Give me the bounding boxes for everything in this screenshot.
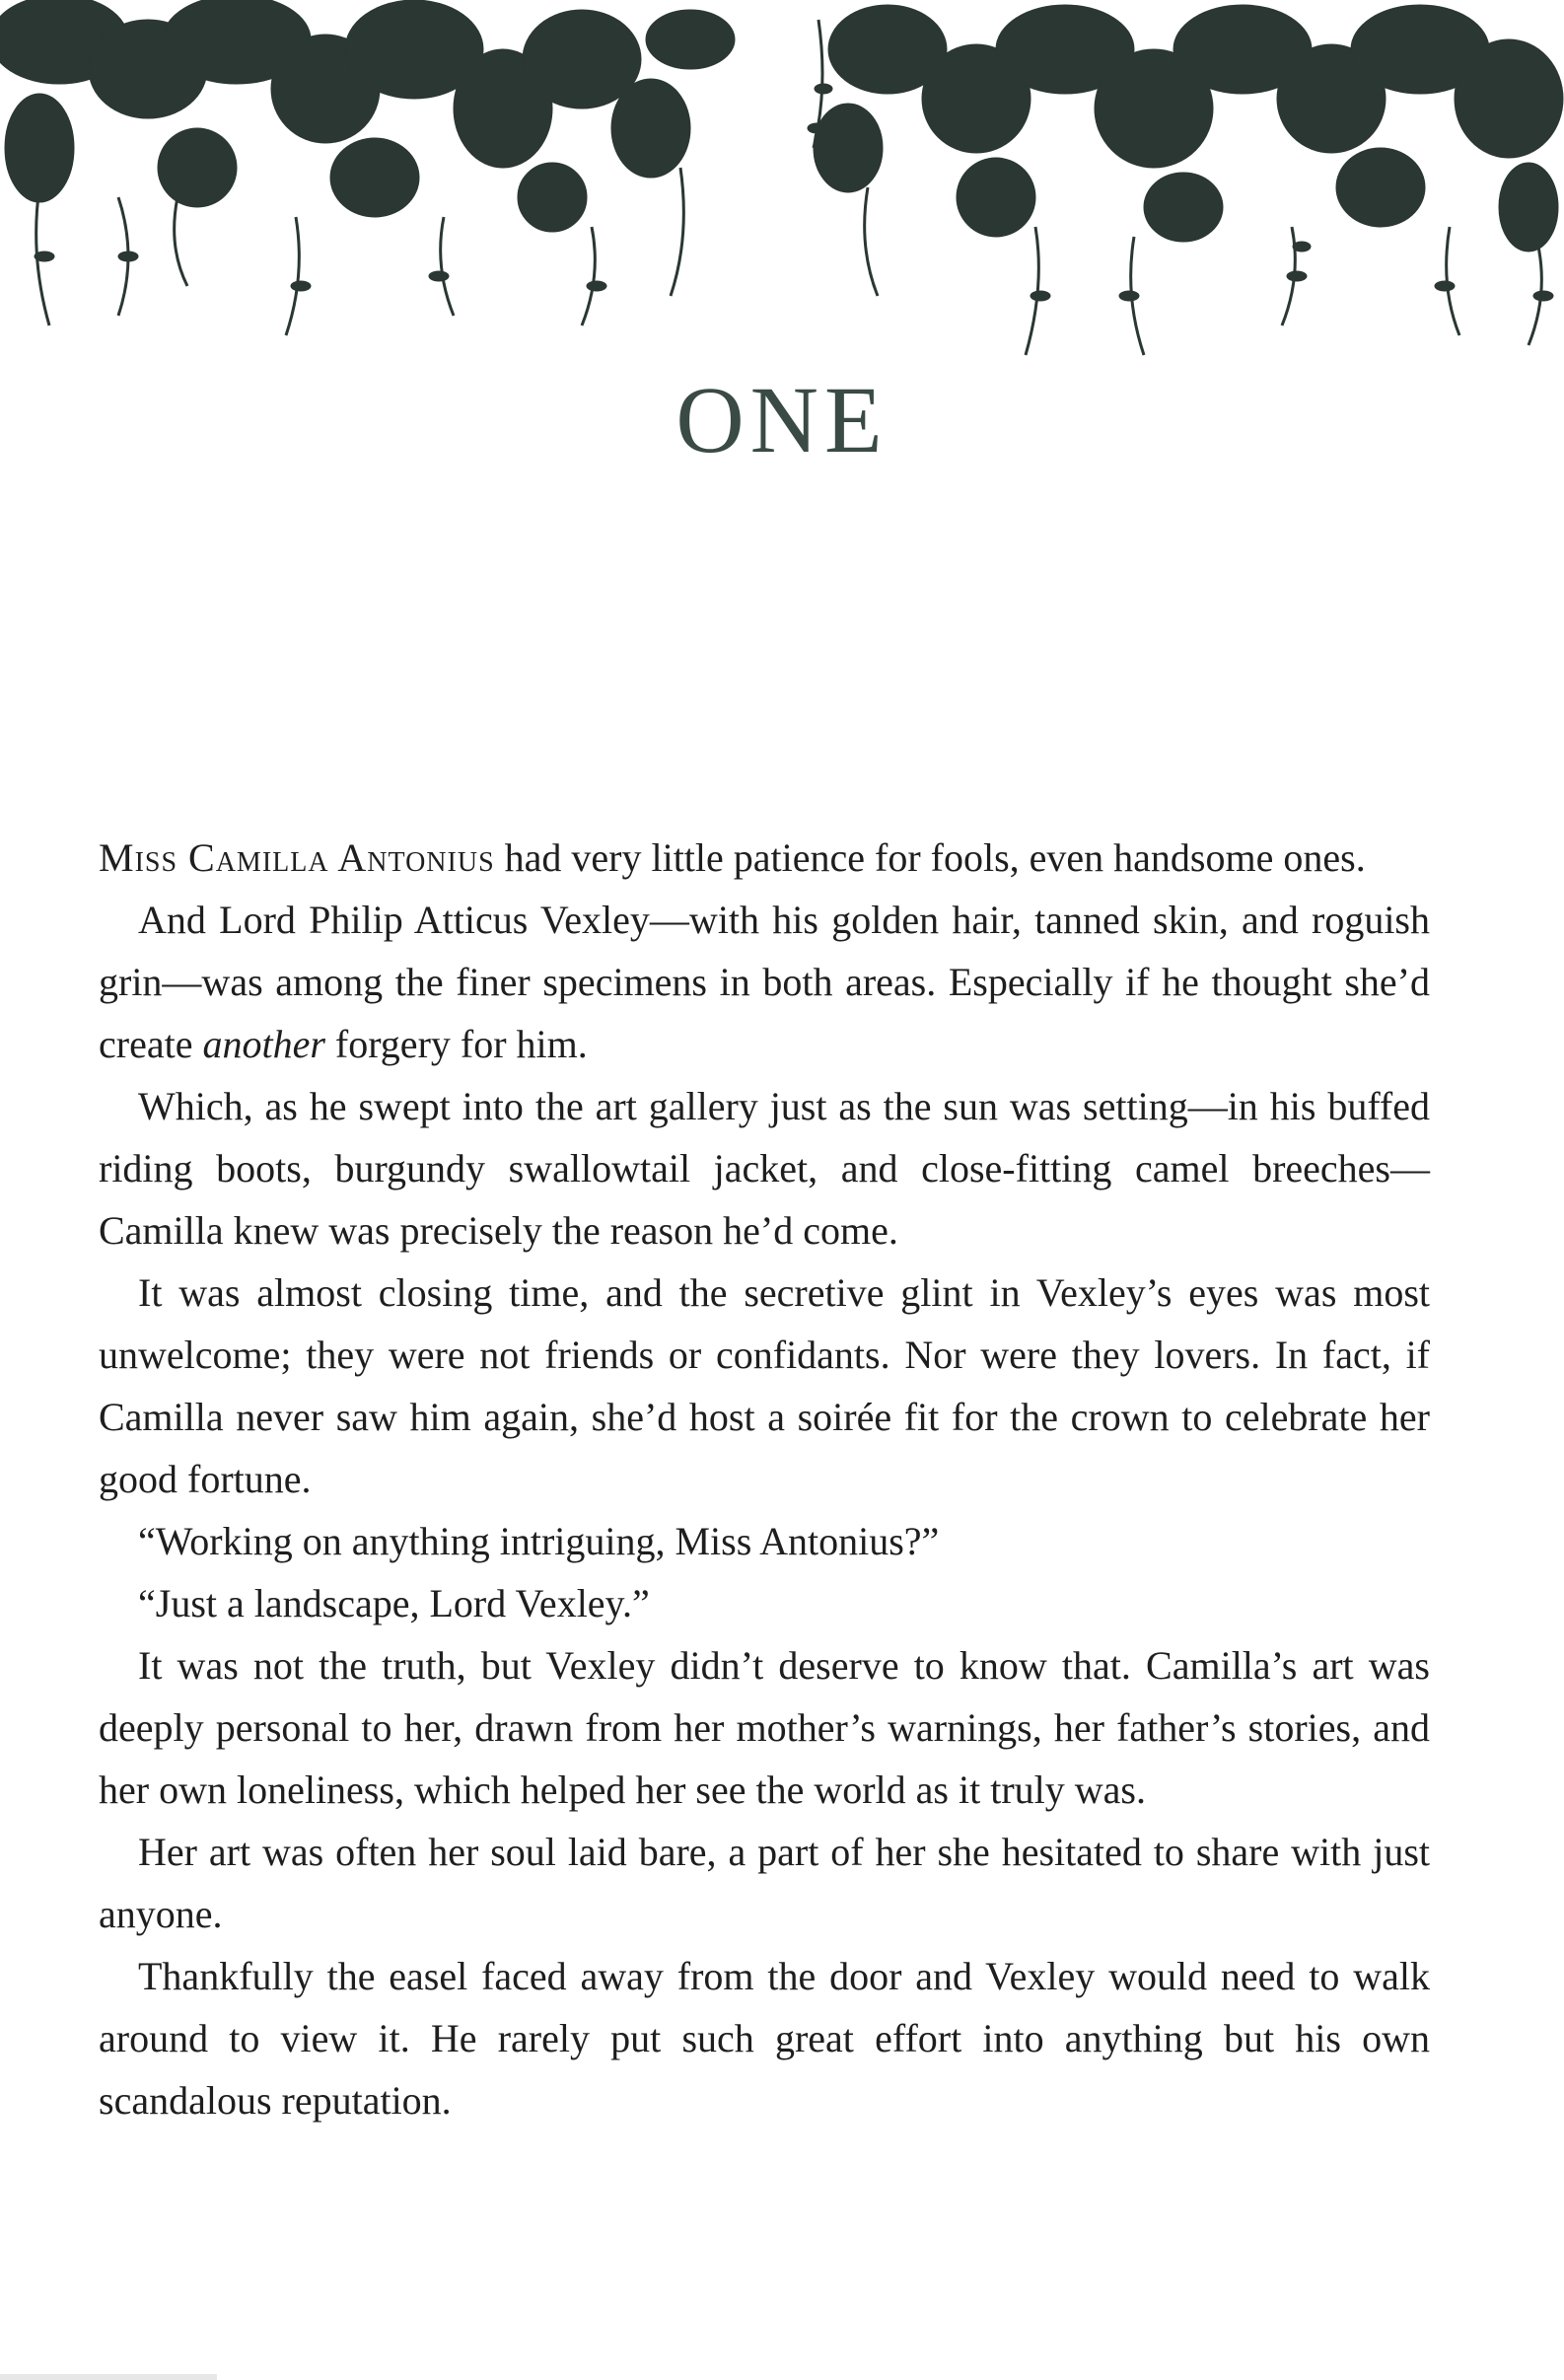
paragraph-5: “Working on anything intriguing, Miss Antonius?” <box>138 1519 940 1563</box>
hanging-vines-icon <box>0 0 1564 395</box>
chapter-body <box>99 827 1430 2131</box>
paragraph-2-emphasis: another <box>202 1022 325 1066</box>
paragraph-9: Thankfully the easel faced away from the door and Vexley would need to walk around to view it. He rarely put such great effort into anything but his own scandalous reputation. <box>99 1954 1430 2123</box>
scan-edge-mark <box>0 2374 217 2380</box>
paragraph-1-rest: had very little patience for fools, even handsome ones. <box>494 835 1366 880</box>
chapter-title: ONE <box>675 367 889 472</box>
paragraph-2 <box>99 889 1430 1075</box>
paragraph-2-text-a: And Lord Philip Atticus Vexley—with his golden hair, tanned skin, and roguish grin—was among the finer specimens in both areas. Especially if he thought she’d create <box>99 898 1430 1066</box>
paragraph-6: “Just a landscape, Lord Vexley.” <box>138 1581 650 1625</box>
paragraph-1 <box>99 827 1430 889</box>
paragraph-4: It was almost closing time, and the secretive glint in Vexley’s eyes was most unwelcome; they were not friends or confidants. Nor were they lovers. In fact, if Camilla never saw him again, she’d host a soirée fit for the crown to celebrate her good fortune. <box>99 1270 1430 1501</box>
paragraph-3: Which, as he swept into the art gallery just as the sun was setting—in his buffed riding boots, burgundy swallowtail jacket, and close-fitting camel breeches—Camilla knew was precisely the reason he’d come. <box>99 1084 1430 1253</box>
paragraph-2-text-b: forgery for him. <box>324 1022 588 1066</box>
paragraph-8: Her art was often her soul laid bare, a part of her she hesitated to share with just anyone. <box>99 1830 1430 1936</box>
opening-name: Miss Camilla Antonius <box>99 835 495 880</box>
paragraph-7: It was not the truth, but Vexley didn’t deserve to know that. Camilla’s art was deeply personal to her, drawn from her mother’s warnings, her father’s stories, and her own loneliness, which helped her see the world as it truly was. <box>99 1643 1430 1812</box>
